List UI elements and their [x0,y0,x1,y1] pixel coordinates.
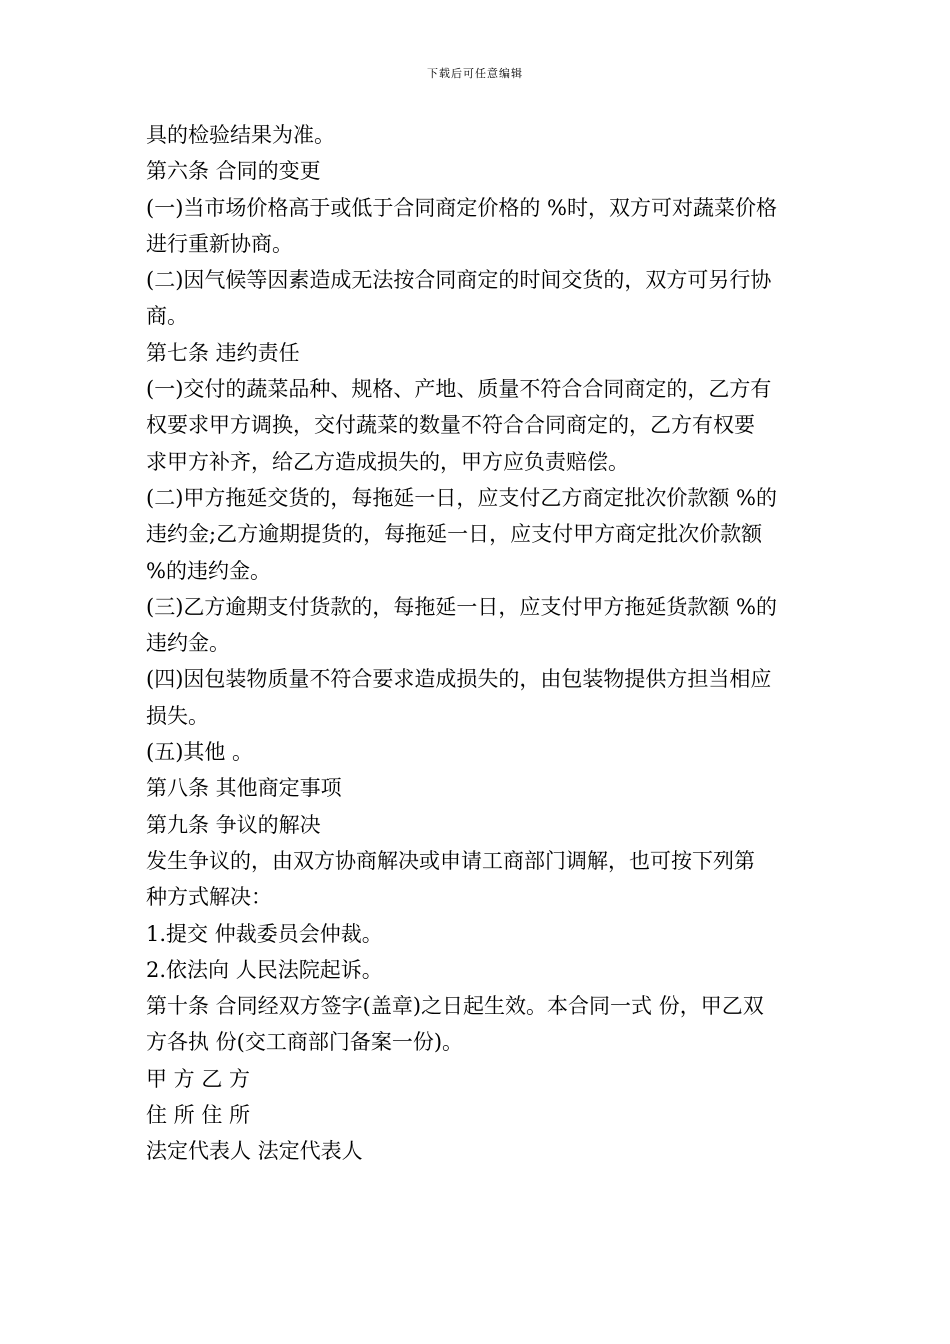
section-heading: 第七条 违约责任 [146,340,300,365]
text-line: 发生争议的，由双方协商解决或申请工商部门调解，也可按下列第 [146,848,755,873]
text-line: (三)乙方逾期支付货款的，每拖延一日，应支付甲方拖延货款额 %的 [146,594,778,619]
text-line: 种方式解决： [146,885,272,910]
signature-line: 住 所 住 所 [146,1103,251,1128]
text-line: 权要求甲方调换，交付蔬菜的数量不符合合同商定的，乙方有权要 [146,413,755,438]
signature-line: 法定代表人 法定代表人 [146,1139,363,1164]
section-heading: 第九条 争议的解决 [146,812,321,837]
text-line: 违约金。 [146,631,230,656]
text-line: 求甲方补齐，给乙方造成损失的，甲方应负责赔偿。 [146,449,629,474]
text-line: 1.提交 仲裁委员会仲裁。 [146,921,383,946]
text-line: (四)因包装物质量不符合要求造成损失的，由包装物提供方担当相应 [146,667,772,692]
page-header: 下载后可任意编辑 [427,67,523,80]
text-line: 2.依法向 人民法院起诉。 [146,957,383,982]
document-body [146,117,814,1170]
text-line: (一)当市场价格高于或低于合同商定价格的 %时，双方可对蔬菜价格 [146,195,778,220]
text-line: 进行重新协商。 [146,231,293,256]
text-line: 方各执 份(交工商部门备案一份)。 [146,1030,464,1055]
section-heading: 第八条 其他商定事项 [146,776,342,801]
text-line: 第十条 合同经双方签字(盖章)之日起生效。本合同一式 份，甲乙双 [146,994,764,1019]
text-line: %的违约金。 [146,558,271,583]
text-line: (五)其他 。 [146,740,254,765]
text-line: 具的检验结果为准。 [146,123,335,147]
text-line: 损失。 [146,703,209,728]
signature-line: 甲 方 乙 方 [146,1066,251,1091]
text-line: 商。 [146,304,188,329]
text-line: 违约金;乙方逾期提货的，每拖延一日，应支付甲方商定批次价款额 [146,522,763,547]
text-line: (二)因气候等因素造成无法按合同商定的时间交货的，双方可另行协 [146,268,772,293]
text-line: (一)交付的蔬菜品种、规格、产地、质量不符合合同商定的，乙方有 [146,377,772,402]
section-heading: 第六条 合同的变更 [146,159,321,184]
text-line: (二)甲方拖延交货的，每拖延一日，应支付乙方商定批次价款额 %的 [146,485,778,510]
